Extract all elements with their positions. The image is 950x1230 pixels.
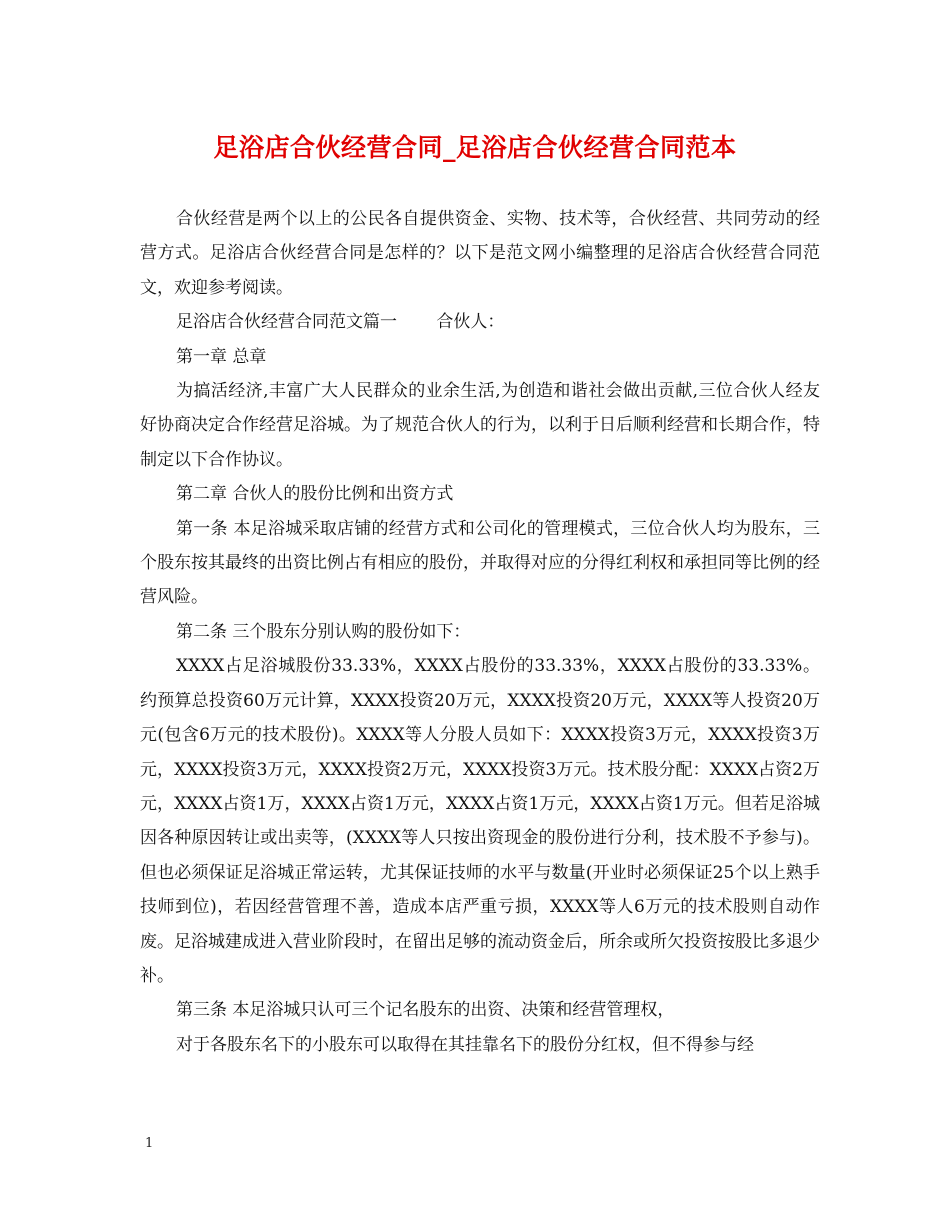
paragraph-sample-heading: 足浴店合伙经营合同范文篇一 合伙人： bbox=[176, 312, 505, 333]
paragraph-article-2: 第二条 三个股东分别认购的股份如下： bbox=[176, 621, 471, 642]
paragraph-article-1: 第一条 本足浴城采取店铺的经营方式和公司化的管理模式，三位合伙人均为股东，三个股东按其最终的出资比例占有相应的股份，并取得对应的分得红利权和承担同等比例的经营风险。 bbox=[140, 518, 820, 608]
document-body bbox=[140, 202, 820, 1062]
paragraph-share-details: XXXX占足浴城股份33.33%，XXXX占股份的33.33%，XXXX占股份的33.33%。约预算总投资60万元计算，XXXX投资20万元，XXXX投资20万元，XXXX等人投资20万元(包含6万元的技术股份)。XXXX等人分股人员如下：XXXX投资3万元，XXXX投资3万元，XXXX投资3万元，XXXX投资2万元，XXXX投资3万元。技术股分配：XXXX占资2万元，XXXX占资1万，XXXX占资1万元，XXXX占资1万元，XXXX占资1万元。但若足浴城因各种原因转让或出卖等，(XXXX等人只按出资现金的股份进行分利，技术股不予参与)。但也必须保证足浴城正常运转，尤其保证技师的水平与数量(开业时必须保证25个以上熟手技师到位)，若因经营管理不善，造成本店严重亏损，XXXX等人6万元的技术股则自动作废。足浴城建成进入营业阶段时，在留出足够的流动资金后，所余或所欠投资按股比多退少补。 bbox=[140, 656, 820, 986]
paragraph-chapter-2: 第二章 合伙人的股份比例和出资方式 bbox=[176, 484, 454, 505]
page-number: 1 bbox=[145, 1136, 154, 1151]
paragraph-intro: 合伙经营是两个以上的公民各自提供资金、实物、技术等，合伙经营、共同劳动的经营方式。足浴店合伙经营合同是怎样的？以下是范文网小编整理的足浴店合伙经营合同范文，欢迎参考阅读。 bbox=[140, 209, 820, 298]
paragraph-chapter-1: 第一章 总章 bbox=[176, 346, 267, 367]
paragraph-minor-shareholders: 对于各股东名下的小股东可以取得在其挂靠名下的股份分红权，但不得参与经 bbox=[176, 1034, 754, 1055]
paragraph-article-3: 第三条 本足浴城只认可三个记名股东的出资、决策和经营管理权， bbox=[176, 1000, 675, 1021]
paragraph-purpose: 为搞活经济,丰富广大人民群众的业余生活,为创造和谐社会做出贡献,三位合伙人经友好协商决定合作经营足浴城。为了规范合伙人的行为，以利于日后顺利经营和长期合作，特制定以下合作协议。 bbox=[140, 381, 820, 470]
document-title: 足浴店合伙经营合同_足浴店合伙经营合同范本 bbox=[213, 133, 737, 162]
